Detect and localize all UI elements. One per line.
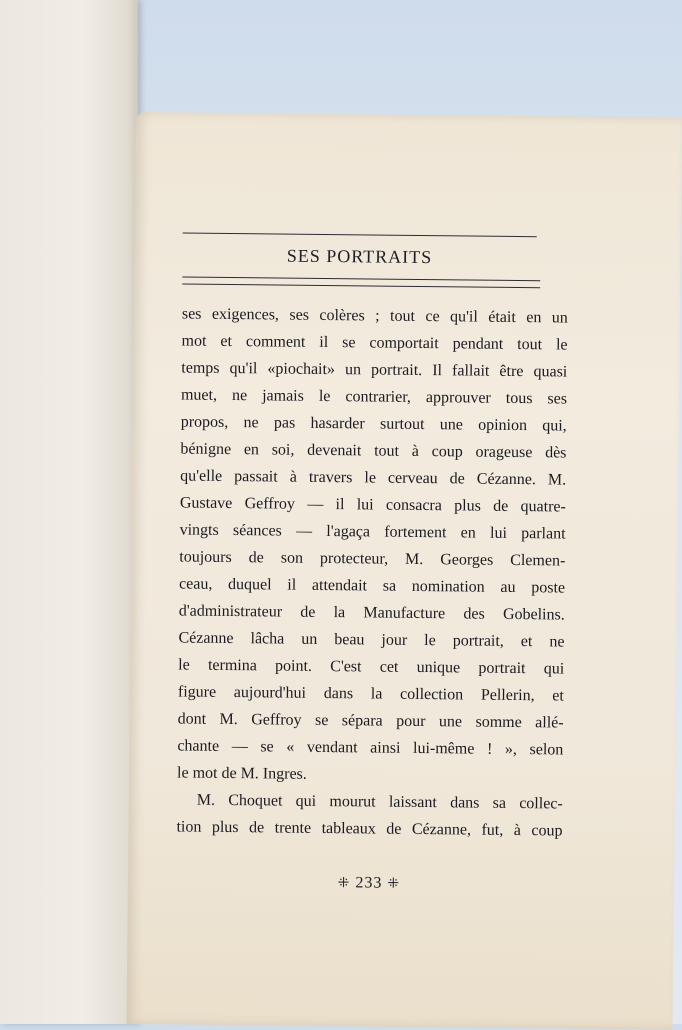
text-line: propos, ne pas hasarder surtout une opinion qui,	[180, 413, 567, 435]
text-line: ses exigences, ses colères ; tout ce qu'il était en un	[181, 305, 568, 327]
text-line: le termina point. C'est cet unique portrait qui	[178, 656, 565, 678]
text-line: M. Choquet qui mourut laissant dans sa collec-	[196, 791, 563, 813]
text-line: dont M. Geffroy se sépara pour une somme allé-	[177, 710, 564, 732]
page-number: 233	[355, 874, 383, 892]
text-line: mot et comment il se comportait pendant tout le	[181, 332, 568, 354]
text-line: qu'elle passait à travers le cerveau de Cézanne. M.	[180, 467, 567, 489]
text-line: le mot de M. Ingres.	[176, 764, 307, 783]
text-line: Cézanne lâcha un beau jour le portrait, et ne	[178, 629, 565, 651]
text-line: muet, ne jamais le contrarier, approuver tous ses	[180, 386, 568, 408]
text-line: d'administrateur de la Manufacture des Gobelins.	[178, 602, 565, 624]
folio-ornament-right: ⁜	[387, 876, 401, 892]
text-line: tion plus de trente tableaux de Cézanne, fut, à coup	[176, 818, 563, 840]
running-header: SES PORTRAITS	[286, 245, 433, 268]
header-rule-top	[183, 232, 537, 237]
book-page	[126, 112, 682, 1030]
text-line: chante — se « vendant ainsi lui-même ! », selon	[177, 737, 564, 759]
text-line: ceau, duquel il attendait sa nomination au poste	[178, 575, 566, 597]
page-folio	[176, 872, 562, 894]
text-line: toujours de son protecteur, M. Georges Clemen-	[179, 548, 566, 570]
left-page	[0, 0, 138, 1024]
body-text	[176, 300, 568, 844]
text-line: bénigne en soi, devenait tout à coup orageuse dès	[180, 440, 567, 462]
text-line: Gustave Geffroy — il lui consacra plus de quatre-	[179, 494, 566, 516]
text-line: temps qu'il «piochait» un portrait. Il fallait être quasi	[181, 359, 568, 381]
text-line: vingts séances — l'agaça fortement en lui parlant	[179, 521, 566, 543]
folio-ornament-left: ⁜	[337, 876, 351, 892]
header-rule-double	[182, 276, 540, 288]
text-line: figure aujourd'hui dans la collection Pellerin, et	[177, 683, 564, 705]
